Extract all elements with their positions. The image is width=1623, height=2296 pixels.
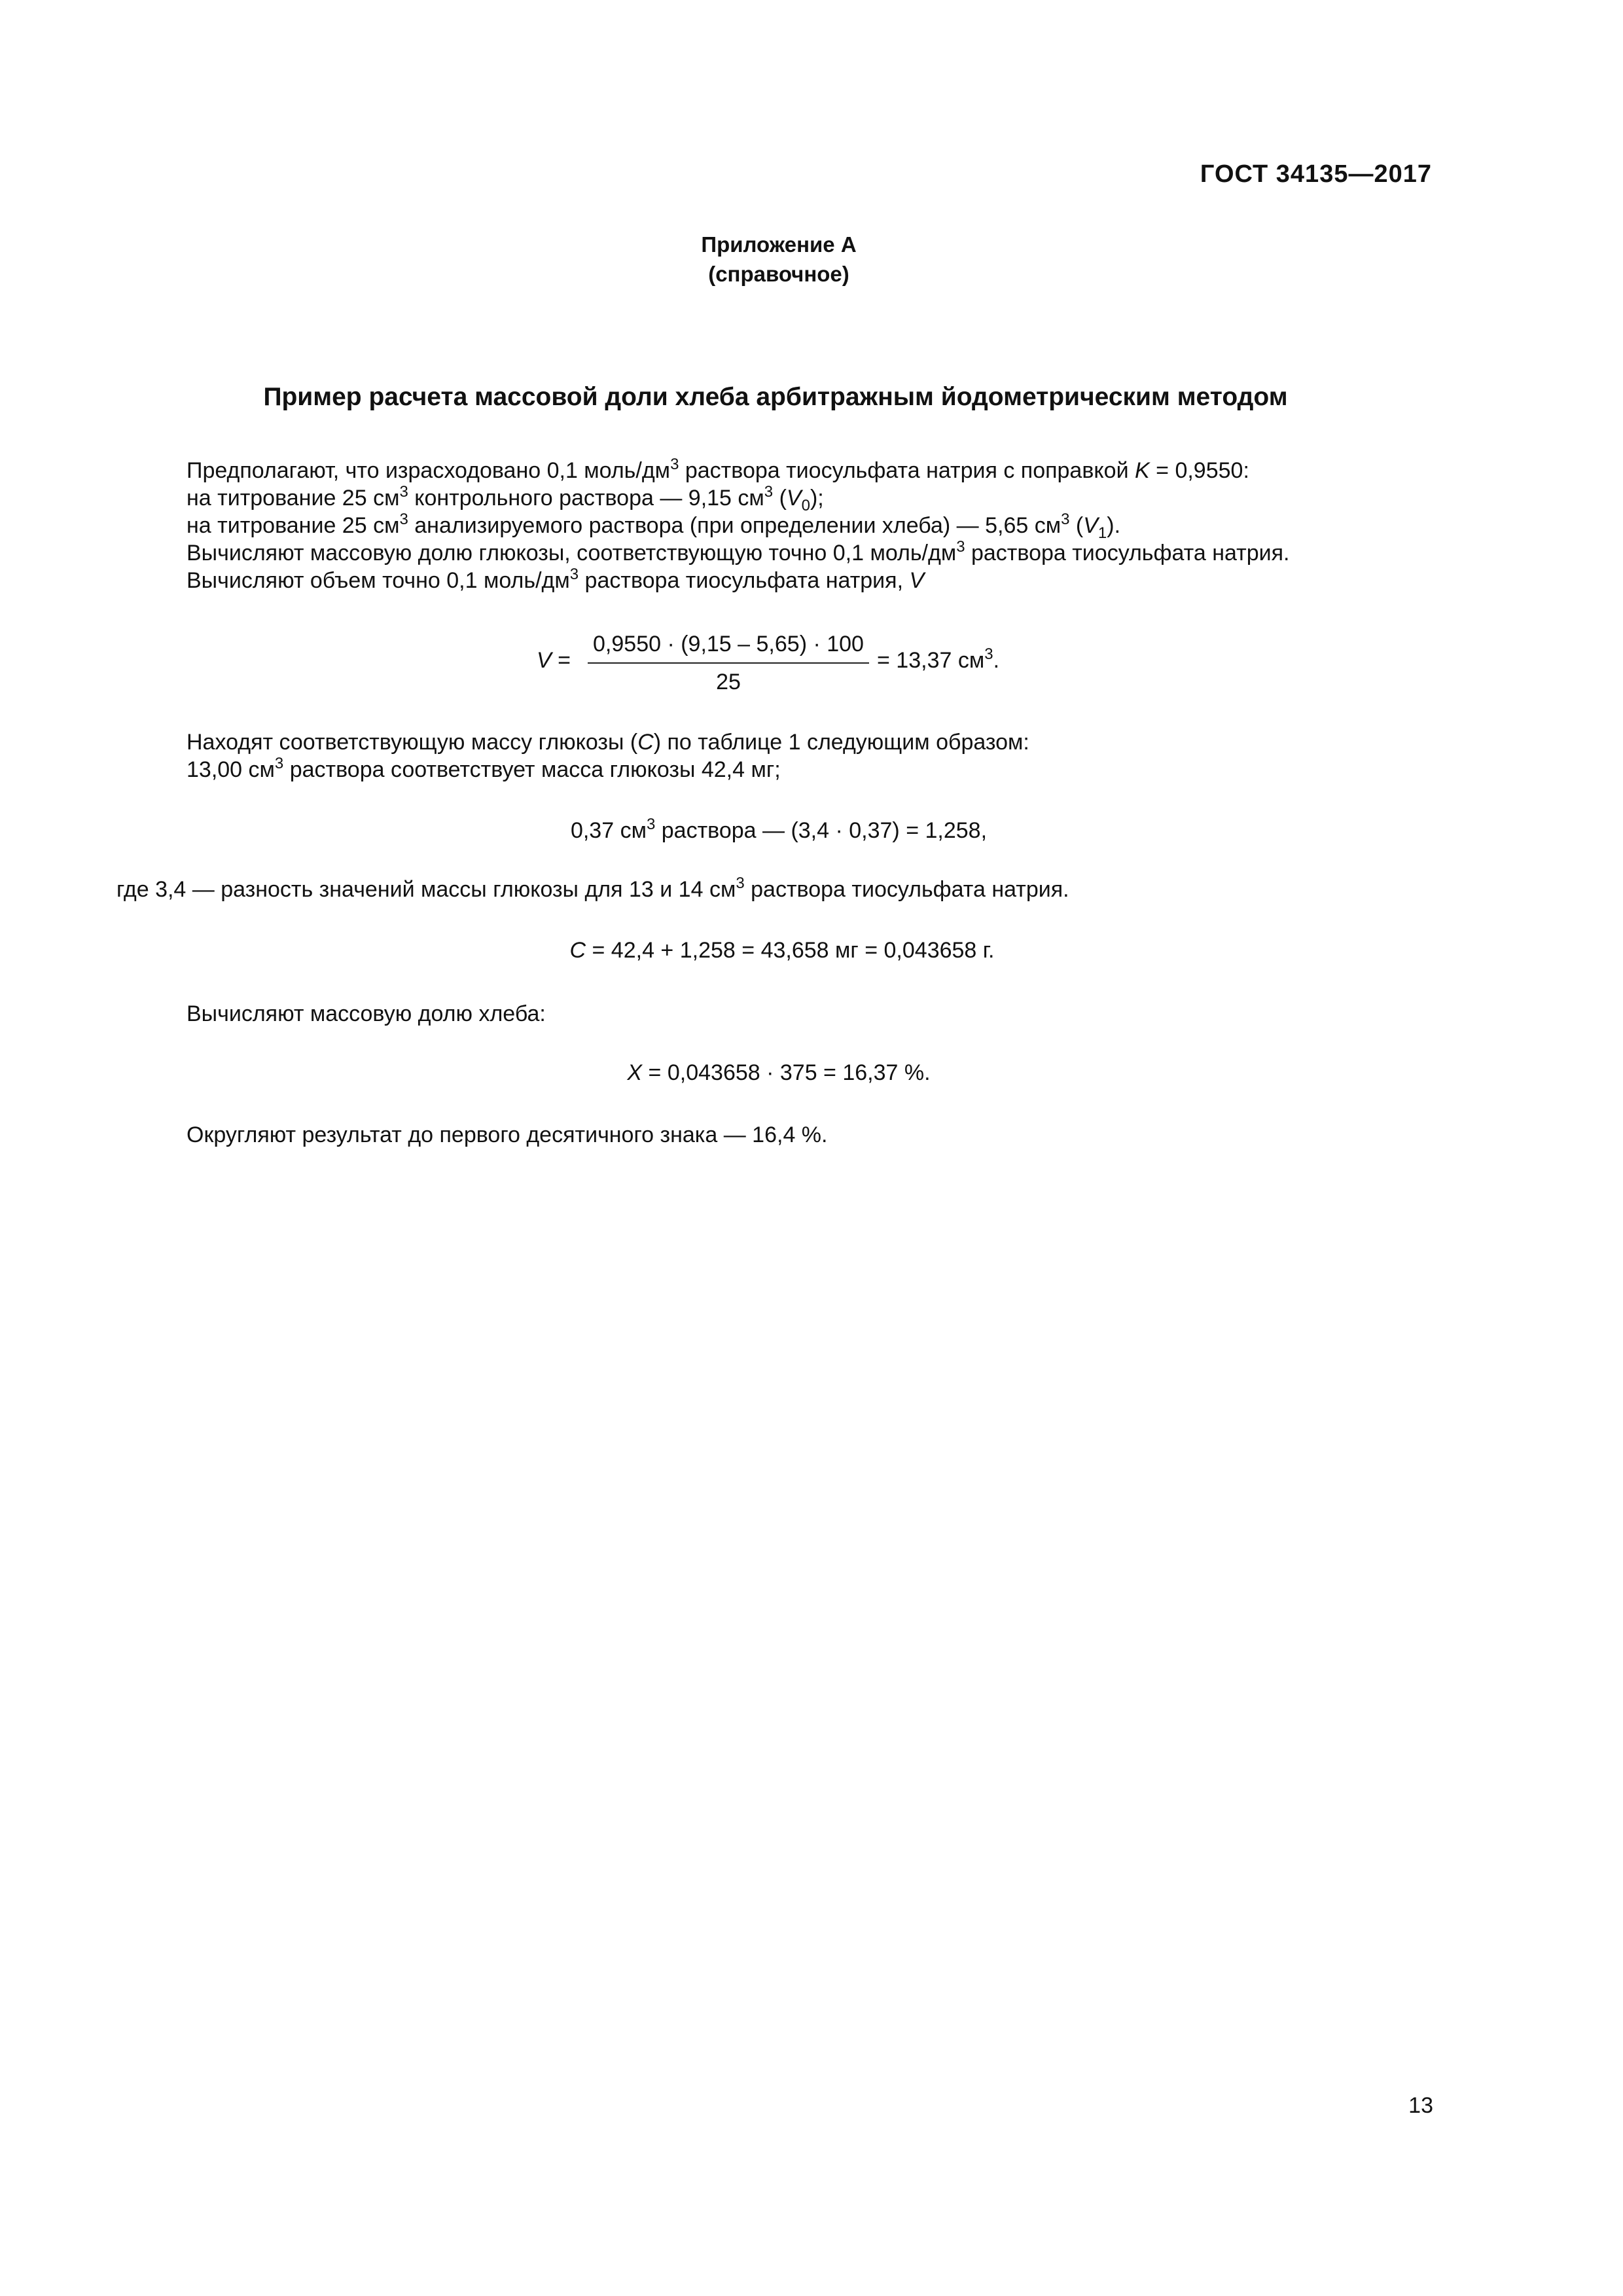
section-title: Пример расчета массовой доли хлеба арбитражным йодометрическим методом — [263, 383, 1288, 411]
mass-fraction-equation: X = 0,043658 · 375 = 16,37 %. — [627, 1060, 931, 1085]
glucose-line-2: 13,00 $см^3$ раствора соответствует масса глюкозы 42,4 мг; — [187, 755, 781, 782]
document-header: ГОСТ 34135—2017 — [1200, 160, 1432, 188]
rounding-text: Округляют результат до первого десятичного знака — 16,4 %. — [187, 1122, 828, 1147]
intro-line-3: на титрование 25 $см^3$ анализируемого раствора (при определении хлеба) — 5,65 $см^3$ $(V_1)$. — [187, 511, 1121, 542]
intro-line-2: на титрование 25 $см^3$ контрольного раствора — 9,15 $см^3$ $(V_0)$; — [187, 483, 824, 514]
glucose-line-1: Находят соответствующую массу глюкозы (C) по таблице 1 следующим образом: — [187, 730, 1029, 755]
intro-line-5: Вычисляют объем точно 0,1 моль/$дм^3$ раствора тиосульфата натрия, V — [187, 565, 925, 593]
fraction-line — [588, 662, 869, 664]
mass-fraction-text: Вычисляют массовую долю хлеба: — [187, 1001, 546, 1026]
formula-denominator: 25 — [716, 670, 741, 694]
formula-lhs: V = — [537, 648, 571, 673]
intro-line-1: Предполагают, что израсходовано 0,1 моль/$дм^3$ раствора тиосульфата натрия с поправкой K = 0,9550: — [187, 456, 1249, 483]
page-number: 13 — [1408, 2093, 1433, 2118]
intro-line-4: Вычисляют массовую долю глюкозы, соответствующую точно 0,1 моль/$дм^3$ раствора тиосульфата натрия. — [187, 538, 1290, 565]
glucose-paragraph — [187, 728, 1029, 783]
annex-subtitle: (справочное) — [708, 262, 849, 286]
interpolation-equation: 0,37 $см^3$ раствора — (3,4 · 0,37) = 1,258, — [570, 816, 988, 843]
intro-paragraph — [187, 457, 1289, 594]
glucose-mass-equation: C = 42,4 + 1,258 = 43,658 мг = 0,043658 г. — [569, 938, 995, 963]
annex-title: Приложение А — [701, 232, 857, 257]
where-clause: где 3,4 — разность значений массы глюкозы для 13 и 14 $см^3$ раствора тиосульфата натрия. — [116, 874, 1069, 902]
formula-numerator: 0,9550 · (9,15 – 5,65) · 100 — [593, 632, 864, 656]
formula-result: = 13,37 $см^3$. — [877, 645, 1000, 673]
